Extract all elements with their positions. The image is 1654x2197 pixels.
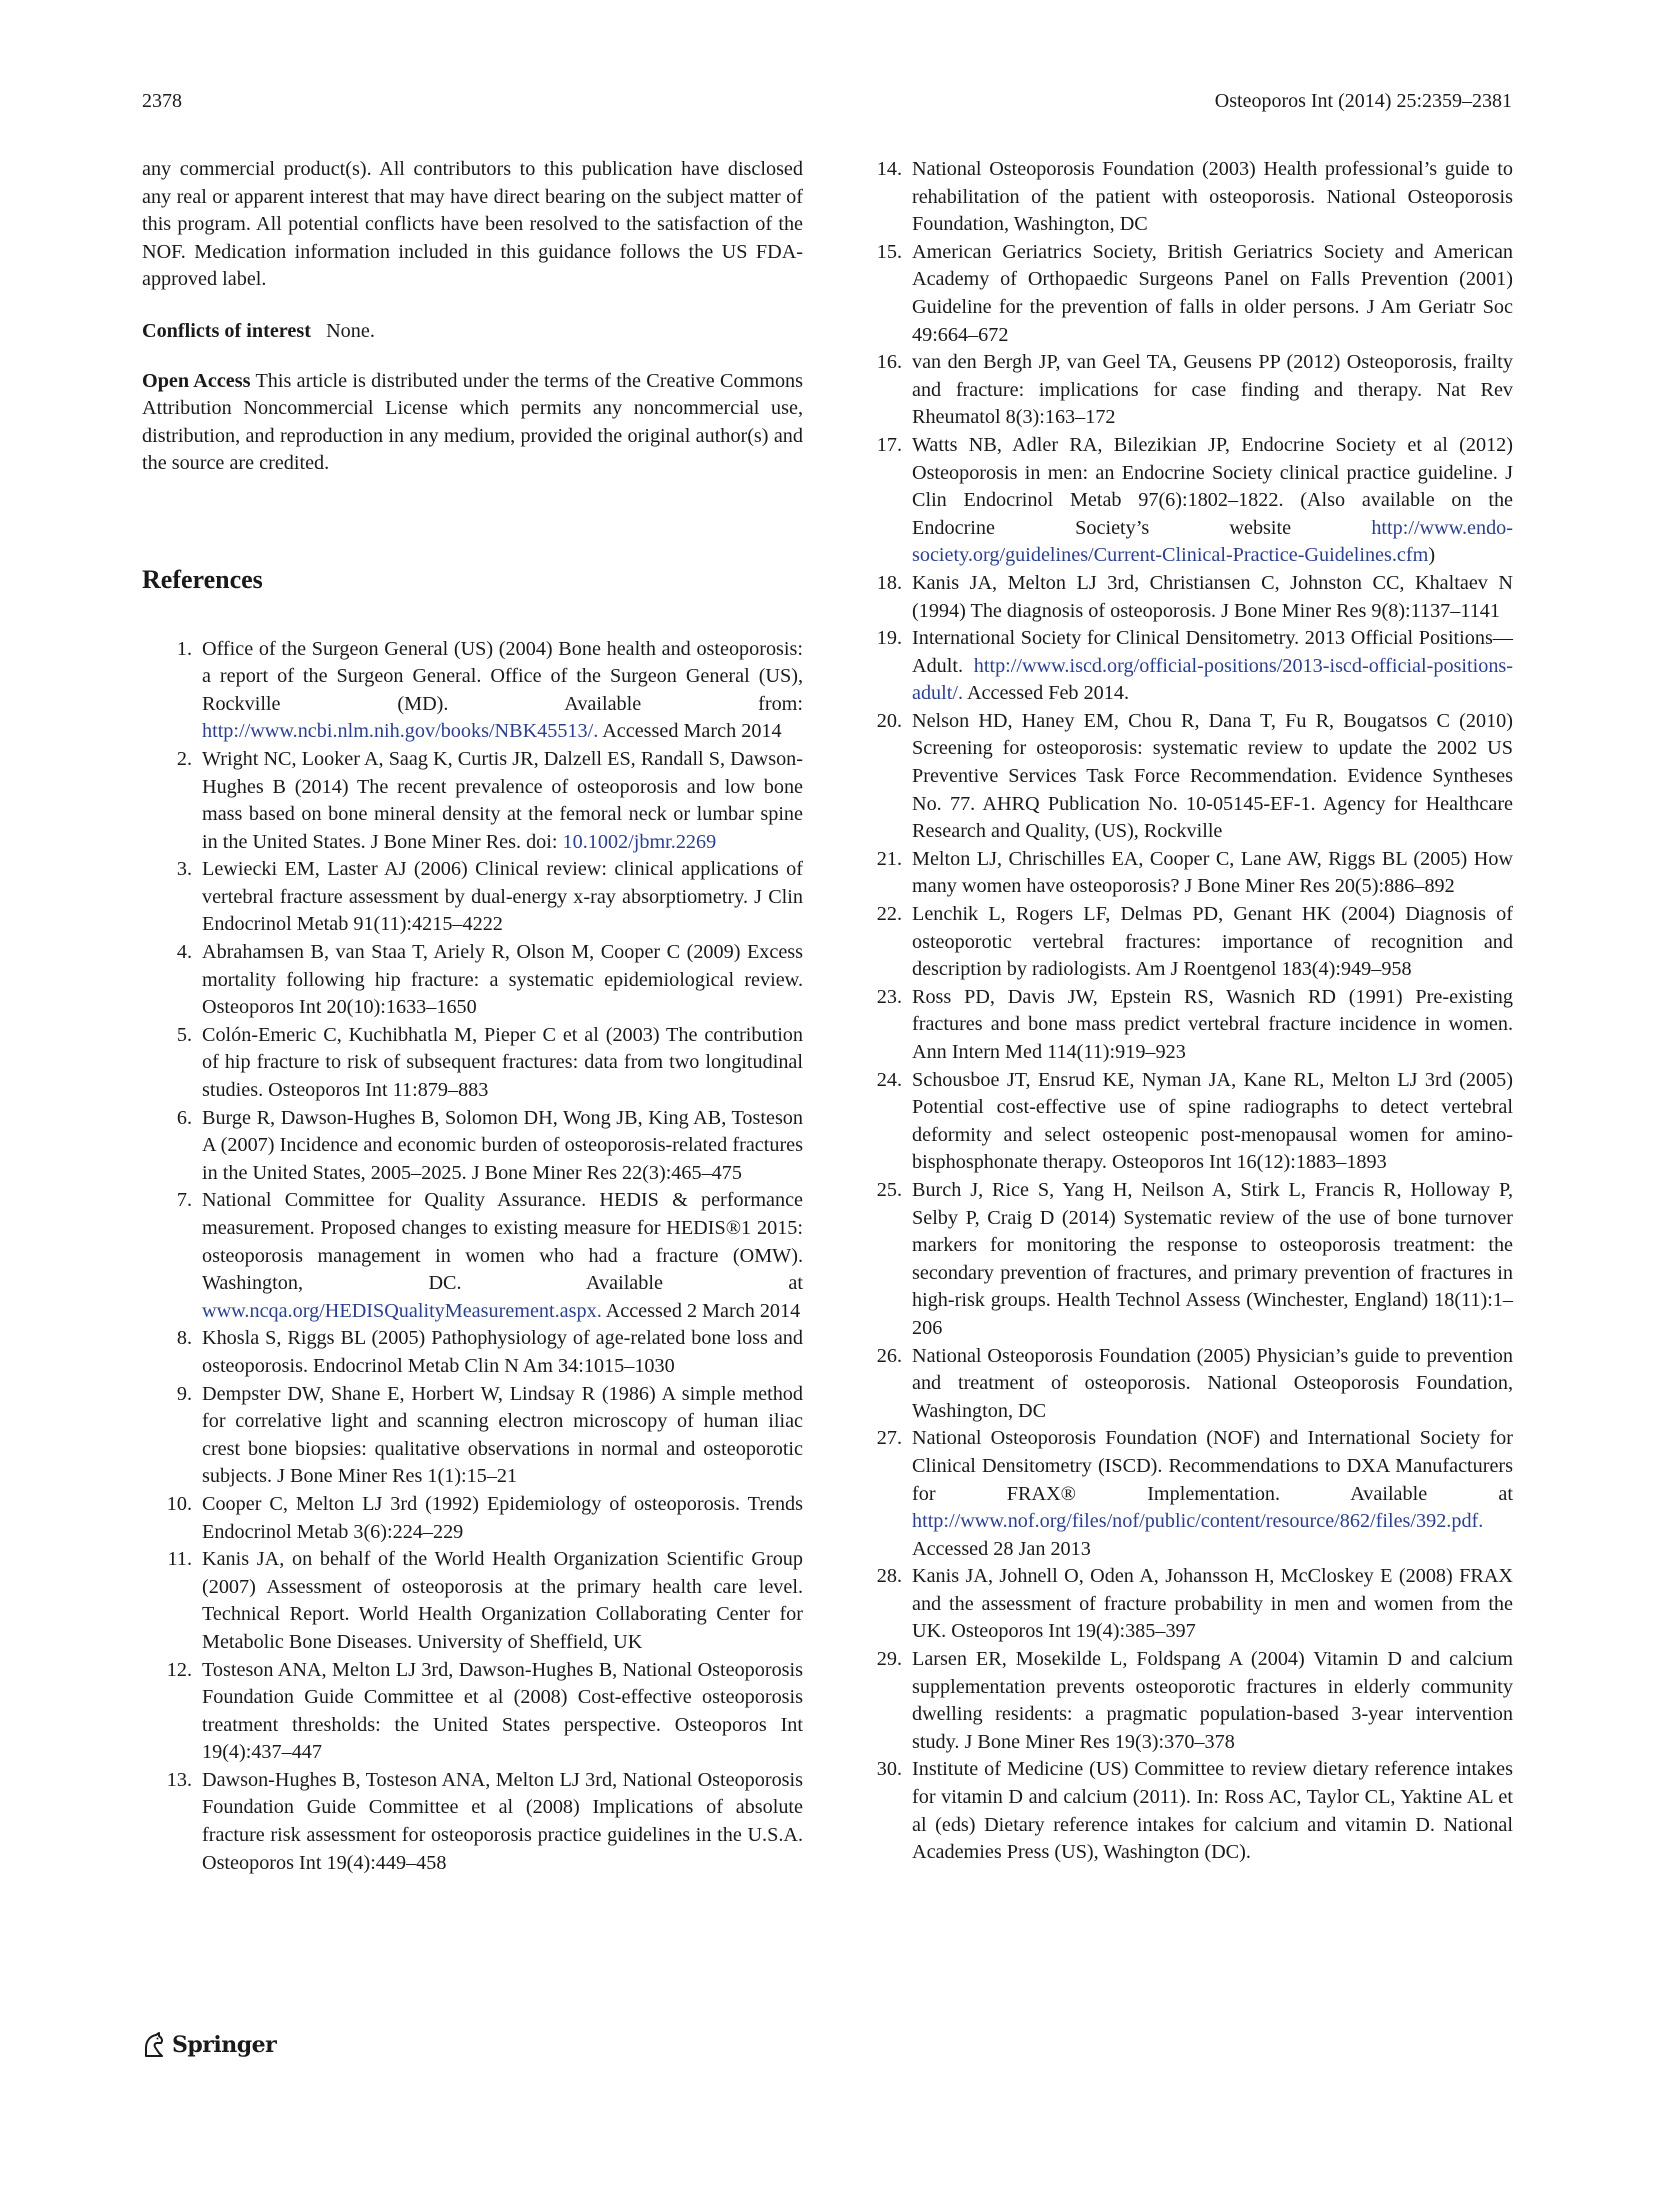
reference-number: 22. bbox=[876, 903, 902, 926]
reference-item bbox=[852, 1343, 1513, 1426]
reference-item bbox=[142, 1105, 803, 1188]
references-list-right bbox=[852, 156, 1513, 1867]
open-access-text: This article is distributed under the terms of the Creative Commons Attribution Noncommercial License which permits any noncommercial use, distribution, and reproduction in any medium, provided the original author(s) and the source are credited. bbox=[142, 369, 803, 475]
reference-number: 24. bbox=[876, 1068, 902, 1091]
reference-number: 23. bbox=[876, 985, 902, 1008]
reference-number: 14. bbox=[876, 158, 902, 180]
reference-number: 10. bbox=[166, 1492, 192, 1515]
reference-number: 17. bbox=[876, 433, 902, 456]
reference-text: Dempster DW, Shane E, Horbert W, Lindsay R (1986) A simple method for correlative light and scanning electron microscopy of human iliac crest bone biopsies: qualitative observations in normal and osteoporotic subjects. J Bone Miner Res 1(1):15–21 bbox=[202, 1382, 803, 1488]
reference-item bbox=[852, 1425, 1513, 1563]
reference-number: 28. bbox=[876, 1565, 902, 1588]
reference-body bbox=[202, 1105, 803, 1188]
journal-citation: Osteoporos Int (2014) 25:2359–2381 bbox=[1214, 90, 1512, 112]
reference-number: 27. bbox=[876, 1427, 902, 1450]
reference-item bbox=[142, 636, 803, 746]
reference-body bbox=[912, 1177, 1513, 1343]
reference-text: Burge R, Dawson-Hughes B, Solomon DH, Wong JB, King AB, Tosteson A (2007) Incidence and economic burden of osteoporosis-related fractures in the United States, 2005–2025. J Bone Miner Res 22(3):465–475 bbox=[202, 1106, 803, 1184]
reference-body bbox=[202, 1381, 803, 1491]
reference-item bbox=[852, 625, 1513, 708]
reference-item bbox=[852, 1067, 1513, 1177]
reference-text: Office of the Surgeon General (US) (2004) Bone health and osteoporosis: a report of the Surgeon General. Office of the Surgeon General (US), Rockville (MD). Available from: bbox=[202, 637, 803, 715]
reference-text: Wright NC, Looker A, Saag K, Curtis JR, Dalzell ES, Randall S, Dawson-Hughes B (2014) The recent prevalence of osteoporosis and low bone mass based on bone mineral density at the femoral neck or lumbar spine in the United States. J Bone Miner Res. doi: bbox=[202, 747, 803, 853]
reference-text-after: Accessed 2 March 2014 bbox=[601, 1299, 801, 1322]
reference-body bbox=[912, 708, 1513, 846]
reference-item bbox=[852, 156, 1513, 239]
reference-body bbox=[912, 1756, 1513, 1866]
reference-body bbox=[912, 901, 1513, 984]
reference-number: 25. bbox=[876, 1178, 902, 1201]
reference-item bbox=[852, 239, 1513, 349]
reference-text: Melton LJ, Chrischilles EA, Cooper C, Lane AW, Riggs BL (2005) How many women have osteoporosis? J Bone Miner Res 20(5):886–892 bbox=[912, 847, 1513, 898]
reference-body bbox=[202, 1767, 803, 1877]
reference-item bbox=[852, 349, 1513, 432]
reference-number: 6. bbox=[176, 1106, 192, 1129]
reference-text: Tosteson ANA, Melton LJ 3rd, Dawson-Hughes B, National Osteoporosis Foundation Guide Committee et al (2008) Cost-effective osteoporosis treatment thresholds: the United States perspective. Osteoporos Int 19(4):437–447 bbox=[202, 1658, 803, 1764]
right-column bbox=[852, 156, 1513, 1867]
reference-number: 12. bbox=[166, 1658, 192, 1681]
reference-body bbox=[202, 939, 803, 1022]
reference-item bbox=[852, 708, 1513, 846]
references-heading: References bbox=[142, 564, 263, 594]
reference-body bbox=[912, 1425, 1513, 1563]
reference-text: Abrahamsen B, van Staa T, Ariely R, Olson M, Cooper C (2009) Excess mortality following hip fracture: a systematic epidemiological review. Osteoporos Int 20(10):1633–1650 bbox=[202, 941, 803, 1019]
reference-number: 30. bbox=[876, 1758, 902, 1781]
reference-text: Kanis JA, Johnell O, Oden A, Johansson H, McCloskey E (2008) FRAX and the assessment of fracture probability in men and women from the UK. Osteoporos Int 19(4):385–397 bbox=[912, 1565, 1513, 1643]
reference-text: National Osteoporosis Foundation (2005) Physician’s guide to prevention and treatment of osteoporosis. National Osteoporosis Foundation, Washington, DC bbox=[912, 1344, 1513, 1422]
conflicts-text: None. bbox=[326, 319, 375, 342]
reference-number: 1. bbox=[176, 637, 192, 660]
reference-text: Lewiecki EM, Laster AJ (2006) Clinical review: clinical applications of vertebral fracture assessment by dual-energy x-ray absorptiometry. J Clin Endocrinol Metab 91(11):4215–4222 bbox=[202, 858, 803, 936]
reference-item bbox=[852, 570, 1513, 625]
conflicts-of-interest bbox=[142, 318, 803, 346]
reference-body bbox=[912, 570, 1513, 625]
page-number: 2378 bbox=[142, 90, 182, 112]
reference-number: 11. bbox=[167, 1548, 192, 1571]
reference-link[interactable]: http://www.ncbi.nlm.nih.gov/books/NBK45513/. bbox=[202, 720, 599, 743]
reference-link[interactable]: http://www.nof.org/files/nof/public/content/resource/862/files/392.pdf. bbox=[912, 1510, 1484, 1533]
reference-item bbox=[852, 1563, 1513, 1646]
reference-number: 15. bbox=[876, 240, 902, 263]
reference-number: 3. bbox=[176, 858, 192, 881]
reference-link[interactable]: www.ncqa.org/HEDISQualityMeasurement.aspx. bbox=[202, 1299, 602, 1322]
reference-body bbox=[912, 432, 1513, 570]
reference-body bbox=[912, 984, 1513, 1067]
reference-text: Khosla S, Riggs BL (2005) Pathophysiology of age-related bone loss and osteoporosis. Endocrinol Metab Clin N Am 34:1015–1030 bbox=[202, 1327, 803, 1377]
reference-item bbox=[142, 1381, 803, 1491]
reference-item bbox=[852, 1756, 1513, 1866]
reference-text: Ross PD, Davis JW, Epstein RS, Wasnich RD (1991) Pre-existing fractures and bone mass predict vertebral fracture incidence in women. Ann Intern Med 114(11):919–923 bbox=[912, 985, 1513, 1063]
reference-body bbox=[202, 856, 803, 939]
open-access-label: Open Access bbox=[142, 369, 251, 392]
reference-item bbox=[852, 1646, 1513, 1756]
reference-number: 21. bbox=[876, 847, 902, 870]
reference-body bbox=[912, 846, 1513, 901]
springer-horse-icon bbox=[142, 2032, 166, 2058]
reference-body bbox=[202, 1022, 803, 1105]
reference-text-after: ) bbox=[1428, 544, 1436, 567]
reference-text: Dawson-Hughes B, Tosteson ANA, Melton LJ 3rd, National Osteoporosis Foundation Guide Committee et al (2008) Implications of absolute fracture risk assessment for osteoporosis practice guidelines in the U.S.A. Osteoporos Int 19(4):449–458 bbox=[202, 1768, 803, 1874]
reference-text: Lenchik L, Rogers LF, Delmas PD, Genant HK (2004) Diagnosis of osteoporotic vertebral fractures: importance of recognition and description by radiologists. Am J Roentgenol 183(4):949–958 bbox=[912, 903, 1513, 981]
reference-text: National Osteoporosis Foundation (2003) Health professional’s guide to rehabilitation of the patient with osteoporosis. National Osteoporosis Foundation, Washington, DC bbox=[912, 158, 1513, 236]
reference-text: Colón-Emeric C, Kuchibhatla M, Pieper C et al (2003) The contribution of hip fracture to risk of subsequent fractures: data from two longitudinal studies. Osteoporos Int 11:879–883 bbox=[202, 1023, 803, 1102]
reference-number: 20. bbox=[876, 709, 902, 732]
reference-item bbox=[142, 1491, 803, 1546]
reference-body bbox=[202, 1546, 803, 1656]
reference-text-after: Accessed March 2014 bbox=[598, 720, 782, 743]
reference-body bbox=[202, 1491, 803, 1546]
reference-number: 19. bbox=[876, 627, 902, 650]
reference-number: 9. bbox=[176, 1382, 192, 1405]
reference-item bbox=[852, 432, 1513, 570]
reference-link[interactable]: 10.1002/jbmr.2269 bbox=[562, 830, 717, 853]
reference-number: 2. bbox=[176, 747, 192, 770]
reference-text: Schousboe JT, Ensrud KE, Nyman JA, Kane RL, Melton LJ 3rd (2005) Potential cost-effective use of spine radiographs to detect vertebral deformity and select osteopenic post-menopausal women for amino-bisphosphonate therapy. Osteoporos Int 16(12):1883–1893 bbox=[912, 1068, 1513, 1174]
reference-item bbox=[142, 1546, 803, 1656]
reference-body bbox=[912, 1067, 1513, 1177]
reference-text: Nelson HD, Haney EM, Chou R, Dana T, Fu R, Bougatsos C (2010) Screening for osteoporosis: systematic review to update the 2002 US Preventive Services Task Force Recommendation. Evidence Syntheses No. 77. AHRQ Publication No. 10-05145-EF-1. Agency for Healthcare Research and Quality, (US), Rockville bbox=[912, 709, 1513, 843]
reference-text: Kanis JA, Melton LJ 3rd, Christiansen C, Johnston CC, Khaltaev N (1994) The diagnosis of osteoporosis. J Bone Miner Res 9(8):1137–1141 bbox=[912, 571, 1513, 622]
reference-item bbox=[852, 846, 1513, 901]
publisher-logo bbox=[142, 2032, 276, 2058]
reference-text: National Committee for Quality Assurance. HEDIS & performance measurement. Proposed changes to existing measure for HEDIS®1 2015: osteoporosis management in women who had a fracture (OMW). Washington, DC. Available at bbox=[202, 1189, 803, 1295]
conflicts-label: Conflicts of interest bbox=[142, 319, 311, 342]
reference-body bbox=[202, 1325, 803, 1380]
reference-text: American Geriatrics Society, British Geriatrics Society and American Academy of Orthopaedic Surgeons Panel on Falls Prevention (2001) Guideline for the prevention of falls in older persons. J Am Geriatr Soc 49:664–672 bbox=[912, 240, 1513, 346]
reference-link[interactable]: http://www.endo-society.org/guidelines/Current-Clinical-Practice-Guidelines.cfm bbox=[912, 516, 1513, 567]
reference-body bbox=[912, 1563, 1513, 1646]
reference-text: International Society for Clinical Densitometry. 2013 Official Positions—Adult. bbox=[912, 627, 1513, 677]
reference-body bbox=[912, 625, 1513, 708]
open-access-statement bbox=[142, 368, 803, 478]
reference-body bbox=[912, 239, 1513, 349]
reference-number: 29. bbox=[876, 1648, 902, 1671]
reference-number: 4. bbox=[176, 941, 192, 964]
reference-text-after: Accessed Feb 2014. bbox=[963, 682, 1129, 705]
reference-body bbox=[202, 636, 803, 746]
reference-text: Watts NB, Adler RA, Bilezikian JP, Endocrine Society et al (2012) Osteoporosis in men: an Endocrine Society clinical practice guideline. J Clin Endocrinol Metab 97(6):1802–1822. (Also available on the Endocrine Society’s website bbox=[912, 433, 1513, 539]
reference-body bbox=[912, 1646, 1513, 1756]
reference-item bbox=[142, 1767, 803, 1877]
reference-body bbox=[912, 156, 1513, 239]
references-list-left bbox=[142, 636, 803, 1878]
reference-item bbox=[852, 1177, 1513, 1343]
reference-item bbox=[142, 1022, 803, 1105]
reference-number: 5. bbox=[176, 1023, 192, 1046]
reference-item bbox=[142, 939, 803, 1022]
reference-number: 18. bbox=[876, 571, 902, 594]
reference-text: Burch J, Rice S, Yang H, Neilson A, Stirk L, Francis R, Holloway P, Selby P, Craig D (2014) Systematic review of the use of bone turnover markers for monitoring the response to osteoporosis treatment: the secondary prevention of fractures, and primary prevention of fractures in high-risk groups. Health Technol Assess (Winchester, England) 18(11):1–206 bbox=[912, 1178, 1513, 1339]
reference-text: National Osteoporosis Foundation (NOF) and International Society for Clinical Densitometry (ISCD). Recommendations to DXA Manufacturers for FRAX® Implementation. Available at bbox=[912, 1427, 1513, 1505]
reference-text: Larsen ER, Mosekilde L, Foldspang A (2004) Vitamin D and calcium supplementation prevents osteoporotic fractures in elderly community dwelling residents: a pragmatic population-based 3-year intervention study. J Bone Miner Res 19(3):370–378 bbox=[912, 1648, 1513, 1753]
reference-item bbox=[142, 1325, 803, 1380]
reference-text-after: Accessed 28 Jan 2013 bbox=[912, 1537, 1091, 1560]
publisher-name: Springer bbox=[172, 2032, 277, 2058]
reference-item bbox=[142, 1657, 803, 1767]
reference-number: 16. bbox=[876, 351, 902, 374]
intro-paragraph: any commercial product(s). All contributors to this publication have disclosed any real or apparent interest that may have direct bearing on the subject matter of this program. All potential conflicts have been resolved to the satisfaction of the NOF. Medication information included in this guidance follows the US FDA-approved label. bbox=[142, 158, 803, 291]
reference-item bbox=[852, 901, 1513, 984]
reference-number: 7. bbox=[176, 1189, 192, 1212]
reference-text: Kanis JA, on behalf of the World Health Organization Scientific Group (2007) Assessment of osteoporosis at the primary health care level. Technical Report. World Health Organization Collaborating Center for Metabolic Bone Diseases. University of Sheffield, UK bbox=[202, 1548, 803, 1653]
reference-text: van den Bergh JP, van Geel TA, Geusens PP (2012) Osteoporosis, frailty and fracture: implications for case finding and therapy. Nat Rev Rheumatol 8(3):163–172 bbox=[912, 351, 1513, 429]
reference-item bbox=[142, 1187, 803, 1325]
reference-item bbox=[142, 856, 803, 939]
reference-number: 8. bbox=[176, 1327, 192, 1350]
reference-body bbox=[202, 1657, 803, 1767]
reference-body bbox=[912, 1343, 1513, 1426]
reference-body bbox=[202, 1187, 803, 1325]
reference-link[interactable]: http://www.iscd.org/official-positions/2013-iscd-official-positions-adult/. bbox=[912, 654, 1513, 705]
reference-body bbox=[912, 349, 1513, 432]
reference-number: 26. bbox=[876, 1344, 902, 1367]
reference-body bbox=[202, 746, 803, 856]
reference-text: Cooper C, Melton LJ 3rd (1992) Epidemiology of osteoporosis. Trends Endocrinol Metab 3(6):224–229 bbox=[202, 1492, 803, 1543]
reference-item bbox=[142, 746, 803, 856]
reference-item bbox=[852, 984, 1513, 1067]
reference-text: Institute of Medicine (US) Committee to review dietary reference intakes for vitamin D and calcium (2011). In: Ross AC, Taylor CL, Yaktine AL et al (eds) Dietary reference intakes for calcium and vitamin D. National Academies Press (US), Washington (DC). bbox=[912, 1758, 1513, 1864]
reference-number: 13. bbox=[166, 1768, 192, 1791]
left-column bbox=[142, 156, 803, 1877]
